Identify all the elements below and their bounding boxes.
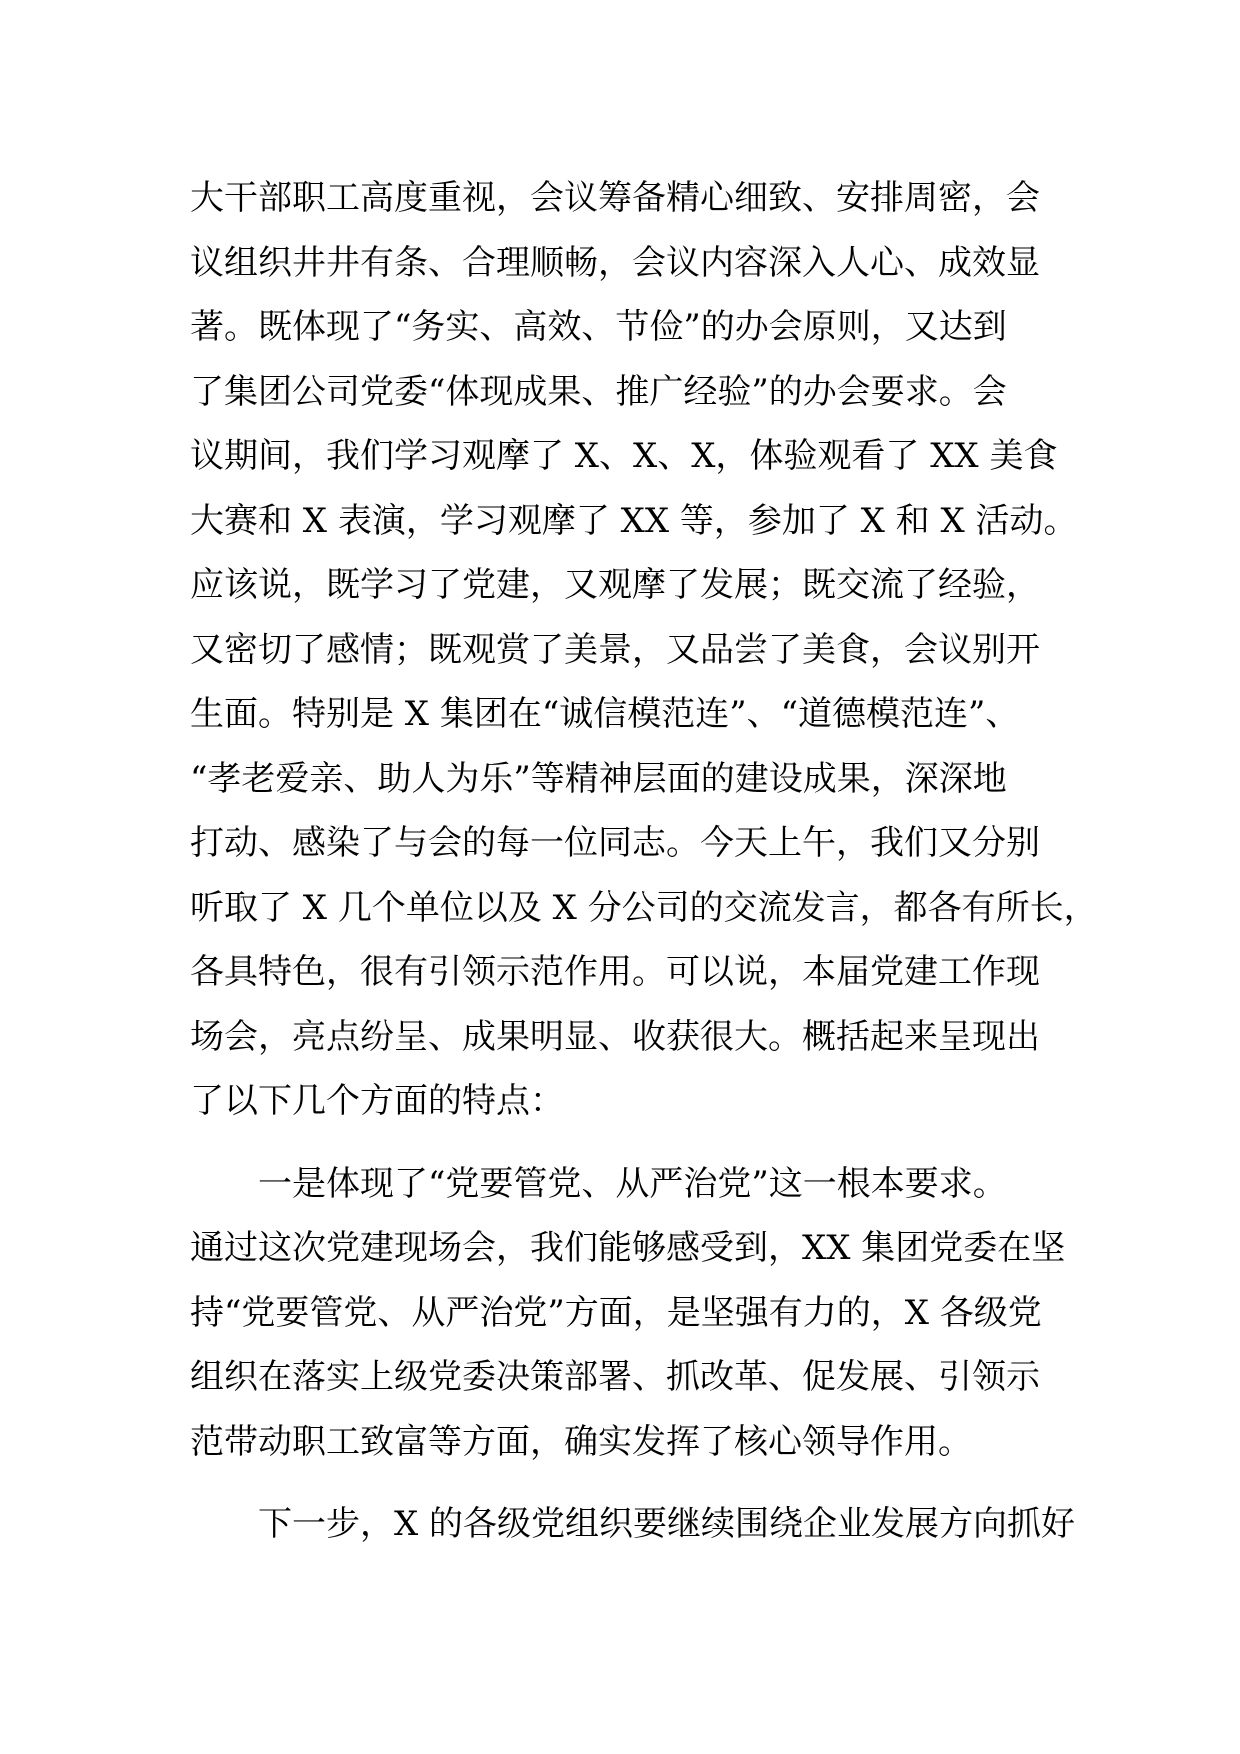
text-line: 生面。特别是 X 集团在“诚信模范连”、“道德模范连”、	[190, 694, 1020, 734]
paragraph-1	[190, 166, 1098, 1134]
text-line: 应该说，既学习了党建，又观摩了发展；既交流了经验，	[190, 565, 1040, 605]
text-line: 著。既体现了“务实、高效、节俭”的办会原则，又达到	[190, 307, 1007, 347]
text-line: 大赛和 X 表演，学习观摩了 XX 等，参加了 X 和 X 活动。	[190, 500, 1078, 541]
document-body	[190, 166, 1098, 1557]
text-line: 下一步，X 的各级党组织要继续围绕企业发展方向抓好	[258, 1504, 1076, 1544]
text-line: “孝老爱亲、助人为乐”等精神层面的建设成果，深深地	[190, 758, 1007, 799]
paragraph-spacing	[190, 1134, 1070, 1152]
text-line: 了以下几个方面的特点：	[190, 1081, 564, 1121]
text-line: 议期间，我们学习观摩了 X、X、X，体验观看了 XX 美食	[190, 436, 1058, 476]
text-line: 组织在落实上级党委决策部署、抓改革、促发展、引领示	[190, 1357, 1040, 1397]
paragraph-3	[190, 1492, 1076, 1557]
text-line: 了集团公司党委“体现成果、推广经验”的办会要求。会	[190, 371, 1007, 412]
text-line: 又密切了感情；既观赏了美景，又品尝了美食，会议别开	[190, 629, 1040, 670]
paragraph-spacing	[190, 1474, 1070, 1492]
paragraph-2	[190, 1152, 1070, 1475]
text-line: 场会，亮点纷呈、成果明显、收获很大。概括起来呈现出	[190, 1016, 1040, 1057]
text-line: 打动、感染了与会的每一位同志。今天上午，我们又分别	[190, 823, 1040, 863]
text-line: 通过这次党建现场会，我们能够感受到，XX 集团党委在坚	[190, 1228, 1066, 1268]
text-line: 大干部职工高度重视，会议筹备精心细致、安排周密，会	[190, 178, 1040, 218]
text-line: 各具特色，很有引领示范作用。可以说，本届党建工作现	[190, 952, 1040, 992]
text-line: 持“党要管党、从严治党”方面，是坚强有力的，X 各级党	[190, 1292, 1042, 1333]
text-line: 范带动职工致富等方面，确实发挥了核心领导作用。	[190, 1421, 972, 1462]
text-line: 议组织井井有条、合理顺畅，会议内容深入人心、成效显	[190, 242, 1040, 283]
text-line: 听取了 X 几个单位以及 X 分公司的交流发言，都各有所长，	[190, 887, 1098, 928]
text-line: 一是体现了“党要管党、从严治党”这一根本要求。	[258, 1163, 1007, 1204]
